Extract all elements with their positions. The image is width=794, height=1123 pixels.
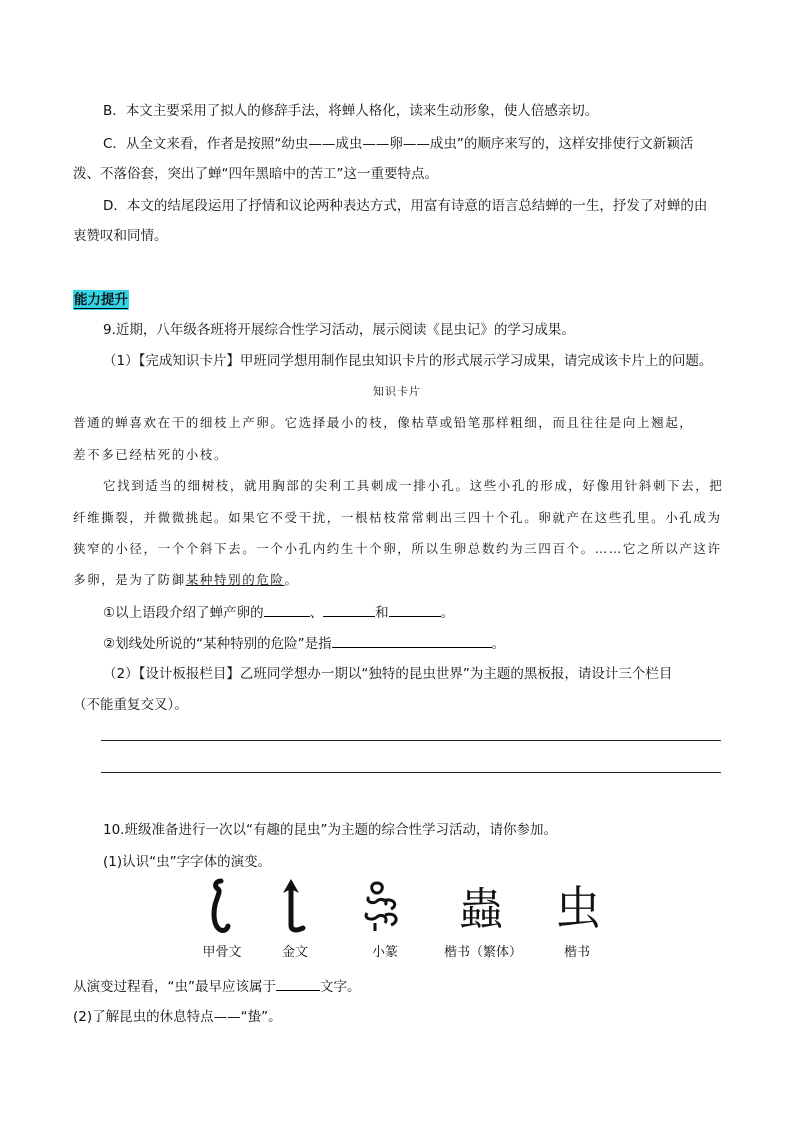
card-p2-line1: 它找到适当的细树枝，就用胸部的尖利工具刺成一排小孔。这些小孔的形成，好像用针斜刺下去，把 [103,478,724,493]
traditional-glyph: 蟲 [459,884,503,935]
card-p2-line2: 纤维撕裂，并微微挑起。如果它不受干扰，一根枯枝常常刺出三四十个孔。卵就产在这些孔里。小孔成为 [73,510,722,525]
q10-evolution [73,976,361,997]
option-c-line1: C．从全文来看，作者是按照“幼虫——成虫——卵——成虫”的顺序来写的，这样安排使行文新颖活 [103,136,694,152]
q9-sub2-end: 。 [491,636,506,652]
option-d-line1: D．本文的结尾段运用了抒情和议论两种表达方式，用富有诗意的语言总结蝉的一生，抒发了对蝉的由 [103,198,708,214]
caption-oracle-bone: 甲骨文 [202,945,242,960]
answer-blank-5[interactable] [276,976,320,991]
oracle-bone-glyph [179,870,259,940]
q9-stem: 9.近期，八年级各班将开展综合性学习活动，展示阅读《昆虫记》的学习成果。 [103,322,575,338]
answer-line-2[interactable] [101,772,721,773]
q9-part2-line2: （不能重复交叉）。 [73,697,188,713]
small-seal-chong-icon [359,875,407,935]
card-p2-line4 [73,570,299,590]
q9-sub1-and: 和 [375,605,389,621]
card-p1-line1: 普通的蝉喜欢在干的细枝上产卵。它选择最小的枝，像枯草或铅笔那样粗细，而且往往是向上翘起， [73,415,694,430]
caption-bronze: 金文 [281,945,308,960]
answer-blank-4[interactable] [332,633,492,648]
q9-part2-line1: （2）【设计板报栏目】乙班同学想办一期以“独特的昆虫世界”为主题的黑板报，请设计三个栏目 [103,666,673,682]
q9-sub1-text: ①以上语段介绍了蝉产卵的 [103,605,264,621]
option-c-line2: 泼、不落俗套，突出了蝉“四年黑暗中的苦工”这一重要特点。 [73,166,438,182]
card-p2-line4-start: 多卵，是为了防御 [73,572,186,587]
card-p2-line4-end: 。 [284,572,299,587]
oracle-bone-chong-icon [199,875,239,935]
answer-line-1[interactable] [101,740,721,741]
q10-evolution-text: 从演变过程看，“虫”最早应该属于 [73,979,276,995]
q9-sub1-sep: 、 [309,605,324,621]
q10-evolution-end: 文字。 [320,979,361,995]
small-seal-glyph [343,870,423,940]
bronze-glyph [253,870,333,940]
regular-glyph: 虫 [555,881,601,935]
answer-blank-1[interactable] [264,602,310,617]
card-p2-line3: 狭窄的小径，一个个斜下去。一个小孔内约生十个卵，所以生卵总数约为三四百个。……它之所以产这许 [73,541,722,556]
q10-stem: 10.班级准备进行一次以“有趣的昆虫”为主题的综合性学习活动，请你参加。 [103,822,557,838]
bronze-chong-icon [273,875,313,935]
underlined-phrase: 某种特别的危险 [185,572,285,587]
q9-sub2 [103,633,505,654]
answer-blank-2[interactable] [323,602,375,617]
q10-part2: (2)了解昆虫的休息特点——“蛰”。 [73,1009,282,1025]
section-heading-text: 能力提升 [74,292,128,308]
option-b: B．本文主要采用了拟人的修辞手法，将蝉人格化，读来生动形象，使人倍感亲切。 [103,103,599,119]
section-heading [73,290,129,310]
q10-part1: (1)认识“虫”字字体的演变。 [103,854,272,870]
q9-sub1-end: 。 [440,605,455,621]
caption-traditional: 楷书（繁体） [443,945,522,960]
card-p1-line2: 差不多已经枯死的小枝。 [73,447,229,462]
caption-small-seal: 小篆 [371,945,398,960]
q9-part1: （1）【完成知识卡片】甲班同学想用制作昆虫知识卡片的形式展示学习成果，请完成该卡片上的问题。 [103,353,713,369]
option-d-line2: 衷赞叹和同情。 [73,228,168,244]
q9-sub2-text: ②划线处所说的“某种特别的危险”是指 [103,636,332,652]
answer-blank-3[interactable] [389,602,441,617]
caption-regular: 楷书 [563,945,590,960]
q9-sub1 [103,602,454,623]
knowledge-card-title: 知识卡片 [373,385,421,398]
